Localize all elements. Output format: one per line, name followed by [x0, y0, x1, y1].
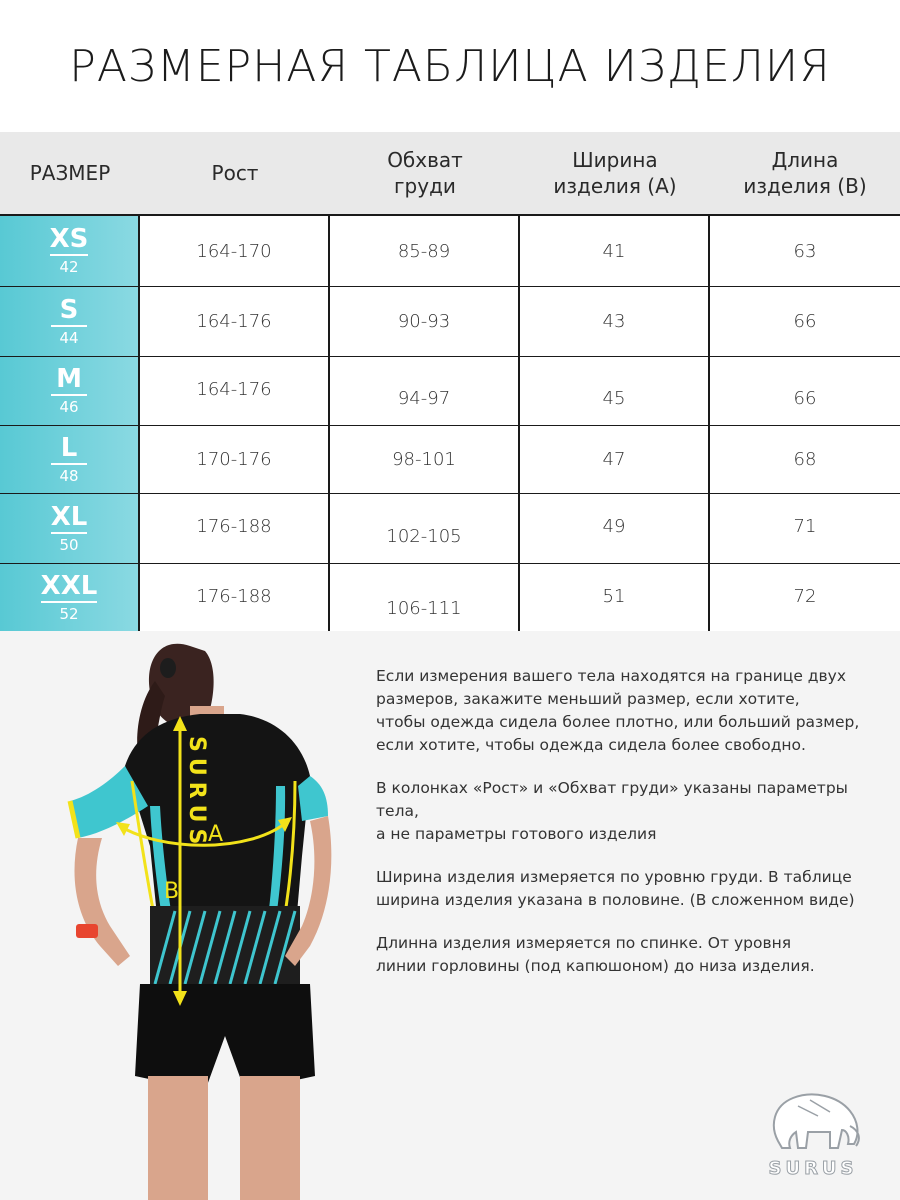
width-cell: 45 — [520, 357, 710, 425]
jersey-brand-text: SURUS — [184, 736, 209, 851]
label-b: B — [164, 879, 180, 904]
table-row — [0, 216, 900, 287]
width-cell: 41 — [520, 216, 710, 286]
length-cell: 63 — [793, 240, 817, 262]
size-cell — [0, 216, 140, 286]
size-ru-number: 46 — [59, 398, 79, 416]
chest-cell: 94-97 — [330, 357, 520, 425]
table-row — [0, 287, 900, 357]
height-cell: 164-170 — [140, 216, 330, 286]
height-cell: 164-176 — [140, 357, 330, 425]
header-width: Ширина изделия (А) — [553, 148, 677, 198]
note-paragraph: Ширина изделия измеряется по уровню груди. В таблице ширина изделия указана в половине. (В сложенном виде) — [376, 868, 855, 909]
model-figure-illustration — [40, 606, 360, 1200]
size-ru-number: 44 — [59, 328, 79, 347]
title-bar — [0, 0, 900, 132]
size-letter: M — [51, 366, 87, 396]
width-cell: 47 — [520, 426, 710, 493]
width-cell: 49 — [520, 494, 710, 563]
chest-cell: 106-111 — [330, 564, 520, 631]
header-size: РАЗМЕР — [29, 161, 111, 185]
size-cell — [0, 494, 140, 563]
logo-text: SURUS — [768, 1158, 858, 1179]
size-table — [0, 214, 900, 631]
size-cell — [0, 357, 140, 425]
height-cell: 164-176 — [140, 287, 330, 356]
size-cell — [0, 426, 140, 493]
length-cell: 66 — [793, 311, 817, 332]
note-paragraph: Длинна изделия измеряется по спинке. От уровня линии горловины (под капюшоном) до низа изделия. — [376, 934, 815, 975]
length-cell: 72 — [793, 586, 817, 607]
label-a: A — [208, 822, 224, 847]
header-chest: Обхват груди — [387, 148, 463, 198]
chest-cell: 85-89 — [330, 216, 520, 286]
width-cell: 51 — [520, 564, 710, 631]
height-cell: 170-176 — [140, 426, 330, 493]
surus-logo — [758, 1086, 868, 1186]
size-ru-number: 50 — [59, 535, 79, 554]
table-row — [0, 426, 900, 494]
table-header — [0, 132, 900, 214]
note-paragraph: Если измерения вашего тела находятся на границе двух размеров, закажите меньший размер, если хотите, чтобы одежда сидела более плотно, или больший размер, если хотите, чтобы одежда сидела более свободно. — [376, 667, 860, 754]
size-letter: XL — [50, 501, 88, 532]
width-cell: 43 — [520, 287, 710, 356]
size-cell — [0, 287, 140, 356]
size-ru-number: 52 — [59, 604, 79, 623]
page-title: РАЗМЕРНАЯ ТАБЛИЦА ИЗДЕЛИЯ — [69, 40, 831, 92]
size-letter: S — [51, 297, 87, 327]
chest-cell: 102-105 — [330, 494, 520, 563]
length-cell: 66 — [793, 388, 817, 409]
chest-cell: 90-93 — [330, 287, 520, 356]
length-cell: 71 — [793, 516, 817, 537]
size-letter: XS — [49, 224, 89, 254]
notes — [376, 665, 886, 998]
note-paragraph: В колонках «Рост» и «Обхват груди» указаны параметры тела, а не параметры готового изделия — [376, 779, 848, 843]
table-row — [0, 357, 900, 426]
header-length: Длина изделия (В) — [743, 148, 867, 198]
chest-cell: 98-101 — [330, 426, 520, 493]
height-cell: 176-188 — [140, 564, 330, 631]
length-cell: 68 — [793, 449, 817, 470]
mammoth-icon — [758, 1086, 868, 1158]
height-cell: 176-188 — [140, 494, 330, 563]
table-row — [0, 494, 900, 564]
size-ru-number: 42 — [59, 258, 79, 276]
header-height: Рост — [211, 161, 259, 185]
size-letter: XXL — [40, 570, 98, 601]
size-letter: L — [51, 435, 87, 465]
size-ru-number: 48 — [59, 466, 79, 485]
